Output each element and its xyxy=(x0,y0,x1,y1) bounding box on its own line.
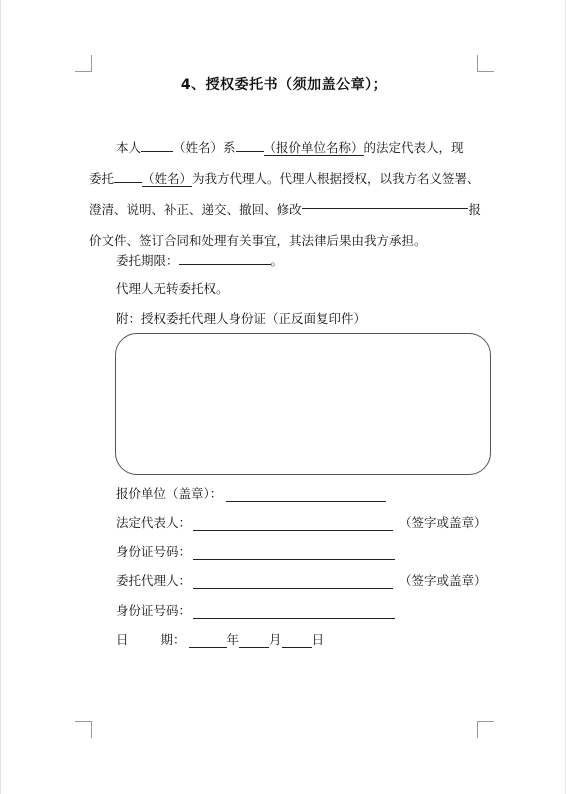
crop-mark-bottom-right xyxy=(477,721,494,738)
document-title: 4、授权委托书（须加盖公章）； xyxy=(180,77,388,93)
crop-mark-top-right xyxy=(477,55,494,72)
text-entrust: 委托 xyxy=(89,171,115,186)
agent-label: 委托代理人： xyxy=(116,573,192,588)
legal-rep-row xyxy=(116,513,487,531)
crop-mark-top-left xyxy=(75,55,92,72)
paragraph-line-4: 价文件、签订合同和处理有关事宜，其法律后果由我方承担。 xyxy=(89,233,427,248)
legal-rep-label: 法定代表人： xyxy=(116,515,192,530)
unit-seal-row xyxy=(116,484,386,502)
year-label: 年 xyxy=(226,632,240,647)
crop-mark-bottom-left xyxy=(75,721,92,738)
paragraph-line-3 xyxy=(89,194,481,225)
text-name-note: （姓名）系 xyxy=(173,140,236,155)
id-number-label-2: 身份证号码： xyxy=(116,603,192,618)
text-quote-start: 报 xyxy=(468,202,481,217)
text-clarify: 澄清 xyxy=(89,202,115,217)
term-line xyxy=(116,250,283,269)
id-number-label-1: 身份证号码： xyxy=(116,544,192,559)
paragraph-line-2 xyxy=(89,163,481,194)
legal-rep-suffix: （签字或盖章） xyxy=(399,515,487,530)
agent-field[interactable] xyxy=(193,574,393,589)
text-agent-name-note: （姓名） xyxy=(142,171,193,186)
id-number-row-2 xyxy=(116,601,395,619)
text-explain: 、说明 xyxy=(114,202,152,217)
id-number-field-1[interactable] xyxy=(193,545,395,560)
legal-rep-field[interactable] xyxy=(193,516,393,531)
text-unit-note: （报价单位名称） xyxy=(263,140,364,155)
text-submit: 、递交 xyxy=(189,202,227,217)
attachment-text: 附：授权委托代理人身份证（正反面复印件） xyxy=(116,311,367,326)
date-row xyxy=(116,630,324,648)
blank-documents[interactable] xyxy=(302,194,469,209)
date-label-a: 日 xyxy=(116,632,129,647)
day-field[interactable] xyxy=(282,633,312,648)
authorization-paragraph xyxy=(89,132,481,256)
id-number-row-1 xyxy=(116,542,395,560)
day-label: 日 xyxy=(311,632,325,647)
text-agent-clause: 为我方代理人。代理人根据授权，以我方名义签署、 xyxy=(192,171,480,186)
year-field[interactable] xyxy=(189,633,227,648)
agent-row xyxy=(116,571,487,589)
text-legal-rep: 的法定代表人，现 xyxy=(363,140,464,155)
unit-seal-label: 报价单位（盖章）： xyxy=(116,486,223,501)
month-label: 月 xyxy=(269,632,282,647)
text-supplement: 、补正 xyxy=(151,202,190,217)
text-principal: 本人 xyxy=(116,140,142,155)
blank-unit-name[interactable] xyxy=(236,137,264,152)
term-end: 。 xyxy=(270,253,284,268)
month-field[interactable] xyxy=(239,633,269,648)
paragraph-line-1 xyxy=(89,132,481,163)
id-number-field-2[interactable] xyxy=(193,604,395,619)
unit-seal-field[interactable] xyxy=(226,487,386,502)
agent-suffix: （签字或盖章） xyxy=(399,573,487,588)
date-label-b: 期： xyxy=(160,632,186,647)
no-transfer-text: 代理人无转委托权。 xyxy=(116,281,229,296)
blank-principal-name[interactable] xyxy=(141,137,173,152)
text-withdraw: 、撤回 xyxy=(226,202,265,217)
term-label: 委托期限： xyxy=(116,253,179,268)
blank-agent-name[interactable] xyxy=(114,168,142,183)
term-field[interactable] xyxy=(179,250,271,265)
text-modify: 、修改 xyxy=(264,202,302,217)
id-copy-box xyxy=(115,333,491,475)
